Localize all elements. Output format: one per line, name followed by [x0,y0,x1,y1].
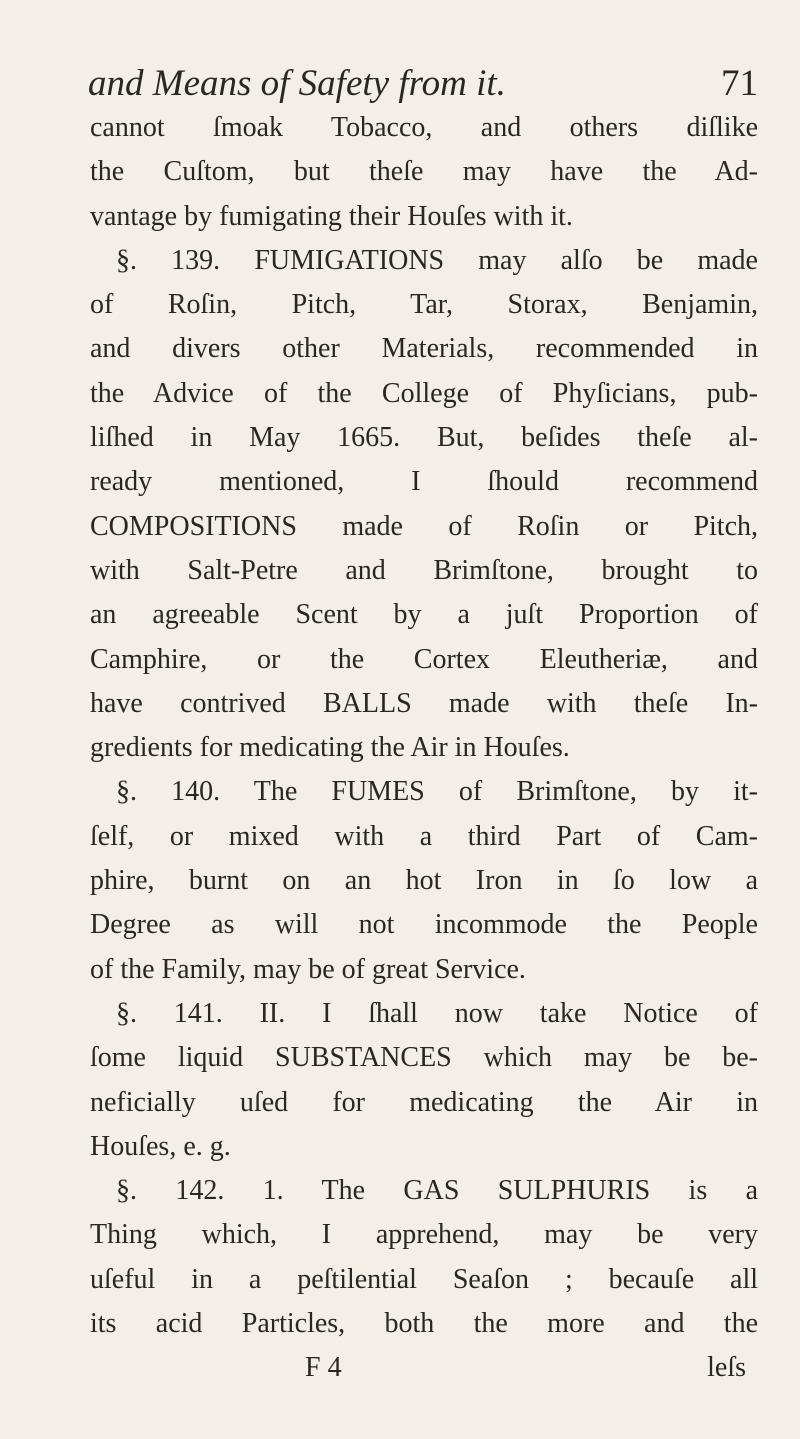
catchword: leſs [707,1352,746,1384]
text-line: COMPOSITIONS made of Roſin or Pitch, [90,510,758,542]
text-line: uſeful in a peſtilential Seaſon ; becauſe all [90,1263,758,1295]
text-line: gredients for medicating the Air in Houſes. [90,732,570,764]
text-line: Degree as will not incommode the People [90,909,758,941]
text-line: Houſes, e. g. [90,1130,231,1162]
text-line: §. 141. II. I ſhall now take Notice of [116,997,758,1029]
page-number: 71 [721,63,758,104]
body-text [90,106,758,1391]
text-line: its acid Particles, both the more and the [90,1308,758,1340]
signature-mark: F 4 [305,1352,342,1384]
text-line: §. 142. 1. The GAS SULPHURIS is a [116,1175,758,1207]
text-line: ſelf, or mixed with a third Part of Cam- [90,820,758,852]
text-line: with Salt-Petre and Brimſtone, brought to [90,554,758,586]
running-title: and Means of Safety from it. [88,63,506,104]
text-line: §. 140. The FUMES of Brimſtone, by it- [116,776,758,808]
text-line: of Roſin, Pitch, Tar, Storax, Benjamin, [90,289,758,321]
text-line: of the Family, may be of great Service. [90,953,526,985]
text-line: and divers other Materials, recommended in [90,333,758,365]
text-line: liſhed in May 1665. But, beſides theſe al- [90,422,758,454]
text-line: Thing which, I apprehend, may be very [90,1219,758,1251]
page-footer [90,1346,758,1390]
text-line: cannot ſmoak Tobacco, and others diſlike [90,112,758,143]
text-line: neficially uſed for medicating the Air in [90,1086,758,1118]
text-line: phire, burnt on an hot Iron in ſo low a [90,865,758,897]
text-line: the Cuſtom, but theſe may have the Ad- [90,156,758,188]
text-line: Camphire, or the Cortex Eleutheriæ, and [90,643,758,675]
text-line: the Advice of the College of Phyſicians, pub- [90,377,758,409]
text-line: an agreeable Scent by a juſt Proportion of [90,599,758,631]
running-header [88,62,758,112]
text-line: ſome liquid SUBSTANCES which may be be- [90,1042,758,1074]
text-line: have contrived BALLS made with theſe In- [90,687,758,719]
text-line: §. 139. FUMIGATIONS may alſo be made [116,244,758,276]
text-line: ready mentioned, I ſhould recommend [90,466,758,498]
text-line: vantage by fumigating their Houſes with it. [90,200,573,232]
